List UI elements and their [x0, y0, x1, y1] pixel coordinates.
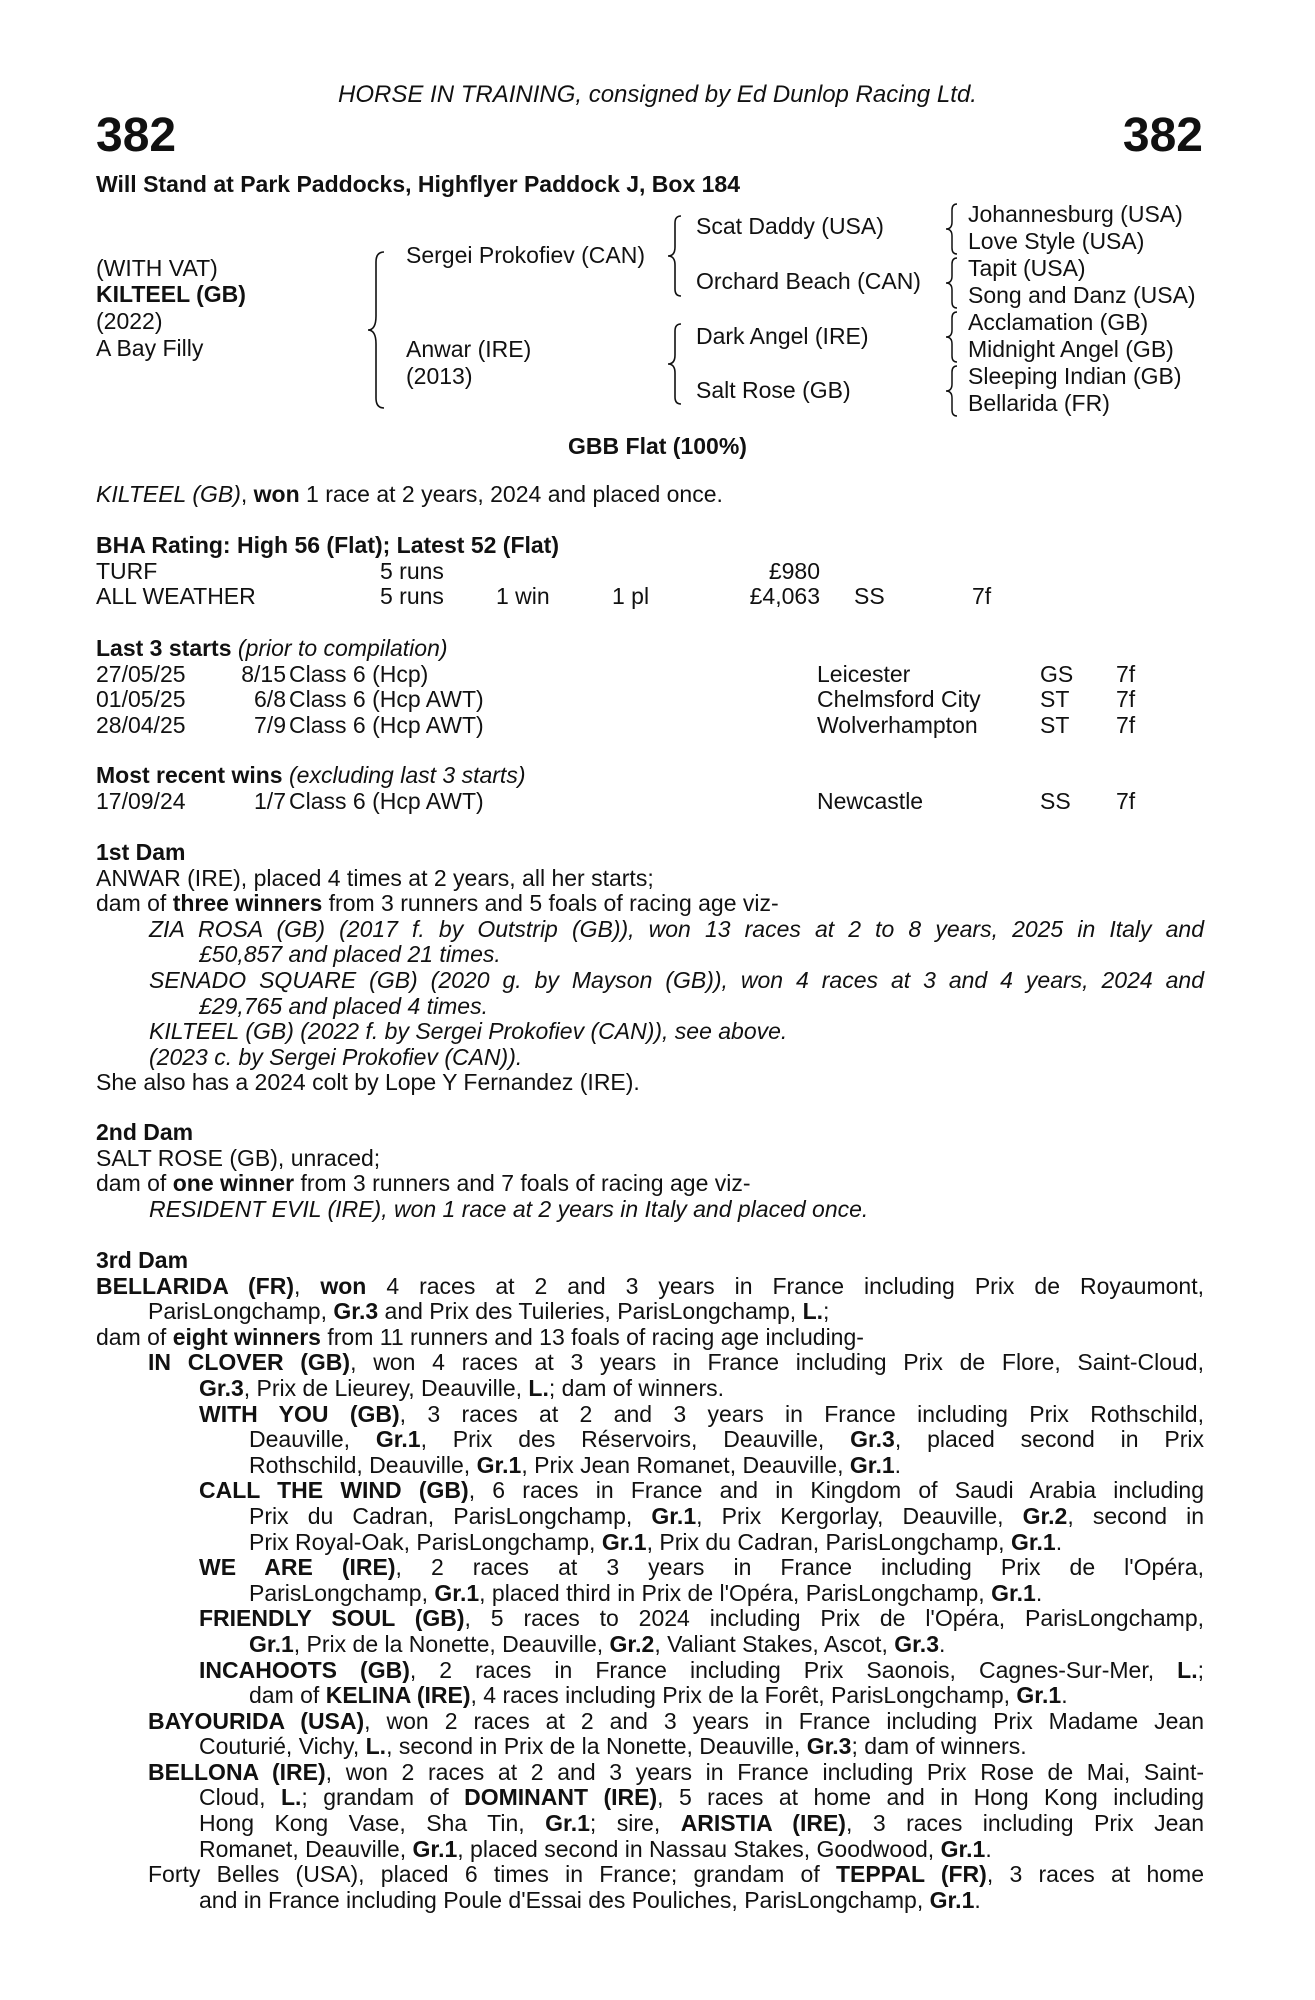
offspring-resident-evil: RESIDENT EVIL (IRE), won 1 race at 2 years in Italy and placed once.: [149, 1195, 869, 1222]
start-row: 27/05/25 8/15 Class 6 (Hcp) Leicester GS 7f: [96, 660, 1136, 687]
gbb-flat: GBB Flat (100%): [568, 433, 747, 459]
pedigree-brace-g3-4: [944, 364, 960, 418]
start-row: 01/05/25 6/8 Class 6 (Hcp AWT) Chelmsford City ST 7f: [96, 686, 1136, 713]
stand-location: Will Stand at Park Paddocks, Highflyer Paddock J, Box 184: [96, 171, 740, 197]
rating-heading: BHA Rating: High 56 (Flat); Latest 52 (Flat): [96, 532, 559, 558]
first-dam-heading: 1st Dam: [96, 839, 186, 865]
pedigree-sire-dam: Orchard Beach (CAN): [696, 268, 921, 294]
rating-row-turf: TURF 5 runs £980: [96, 557, 820, 584]
pedigree-brace-g3-1: [944, 202, 960, 256]
pedigree-g3-3: Tapit (USA): [968, 255, 1086, 281]
pedigree-brace-g3-3: [944, 310, 960, 364]
offspring-bellona: BELLONA (IRE), won 2 races at 2 and 3 years in France including Prix Rose de Mai, Saint-: [148, 1758, 1204, 1785]
pedigree-dam: Anwar (IRE): [406, 336, 532, 362]
pedigree-g3-2: Love Style (USA): [968, 228, 1145, 254]
pedigree-g3-8: Bellarida (FR): [968, 390, 1110, 416]
most-recent-wins: Most recent wins (excluding last 3 starts) 17/09/24 1/7 Class 6 (Hcp AWT) Newcastle SS 7f: [96, 763, 1204, 814]
second-dam-section: 2nd Dam SALT ROSE (GB), unraced; dam of one winner from 3 runners and 7 foals of racing age viz- RESIDENT EVIL (IRE), won 1 race at 2 years in Italy and placed once.: [96, 1120, 1204, 1222]
pedigree-dam-dam: Salt Rose (GB): [696, 377, 851, 403]
pedigree-dam-year: (2013): [406, 363, 473, 389]
offspring-incahoots: INCAHOOTS (GB), 2 races in France including Prix Saonois, Cagnes-Sur-Mer, L.;: [199, 1656, 1204, 1683]
vat-note: (WITH VAT): [96, 255, 218, 281]
pedigree-sire-sire: Scat Daddy (USA): [696, 213, 884, 239]
pedigree-brace-dam: [666, 322, 684, 406]
catalogue-header: HORSE IN TRAINING, consigned by Ed Dunlop Racing Ltd.: [338, 81, 977, 108]
pedigree-g3-5: Acclamation (GB): [968, 309, 1149, 335]
pedigree-g3-7: Sleeping Indian (GB): [968, 363, 1182, 389]
offspring-forty-belles: Forty Belles (USA), placed 6 times in France; grandam of TEPPAL (FR), 3 races at home: [148, 1861, 1204, 1888]
rating-section: [96, 533, 1204, 610]
offspring-senado-square: SENADO SQUARE (GB) (2020 g. by Mayson (GB)), won 4 races at 3 and 4 years, 2024 and: [149, 966, 1204, 993]
pedigree-g3-1: Johannesburg (USA): [968, 201, 1183, 227]
pedigree-brace-main: [366, 250, 388, 410]
pedigree-brace-sire: [666, 214, 684, 298]
start-row: 28/04/25 7/9 Class 6 (Hcp AWT) Wolverhampton ST 7f: [96, 711, 1136, 738]
third-dam-section: 3rd Dam BELLARIDA (FR), won 4 races at 2 and 3 years in France including Prix de Royaumont, ParisLongchamp, Gr.3 and Prix des Tuileries, ParisLongchamp, L.; dam of eight winners from 11 runners and 13 foals of racing age including- IN CLOVER (GB), won 4 races at 3 years in France including Prix de Flore, Saint-Cloud, Gr.3, Prix de Lieurey, Deauville, L.; dam of winners. WITH YOU (GB), 3 races at 2 and 3 years in France including Prix Rothschild, Deauville, Gr.1, Prix des Réservoirs, Deauville, Gr.3, placed second in Prix Rothschild, Deauville, Gr.1, Prix Jean Romanet, Deauville, Gr.1. CALL THE WIND (GB), 6 races in France and in Kingdom of Saudi Arabia including Prix du Cadran, ParisLongchamp, Gr.1, Prix Kergorlay, Deauville, Gr.2, second in Prix Royal-Oak, ParisLongchamp, Gr.1, Prix du Cadran, ParisLongchamp, Gr.1. WE ARE (IRE), 2 races at 3 years in France including Prix de l'Opéra, ParisLongchamp, Gr.1, placed third in Prix de l'Opéra, ParisLongchamp, Gr.1. FRIENDLY SOUL (GB), 5 races to 2024 including Prix de l'Opéra, ParisLongchamp, Gr.1, Prix de la Nonette, Deauville, Gr.2, Valiant Stakes, Ascot, Gr.3. INCAHOOTS (GB), 2 races in France including Prix Saonois, Cagnes-Sur-Mer, L.; dam of KELINA (IRE), 4 races including Prix de la Forêt, ParisLongchamp, Gr.1. BAYOURIDA (USA), won 2 races at 2 and 3 years in France including Prix Madame Jean Couturié, Vichy, L., second in Prix de la Nonette, Deauville, Gr.3; dam of winners. BELLONA (IRE), won 2 races at 2 and 3 years in France including Prix Rose de Mai, Saint- Cloud, L.; grandam of DOMINANT (IRE), 5 races at home and in Hong Kong including Hong Kong Vase, Sha Tin, Gr.1; sire, ARISTIA (IRE), 3 races including Prix Jean Romanet, Deauville, Gr.1, placed second in Nassau Stakes, Goodwood, Gr.1. Forty Belles (USA), placed 6 times in France; grandam of TEPPAL (FR), 3 races at home and in France including Poule d'Essai des Pouliches, ParisLongchamp, Gr.1.: [96, 1247, 1204, 1913]
race-summary: KILTEEL (GB), won 1 race at 2 years, 2024 and placed once.: [96, 481, 723, 507]
offspring-bayourida: BAYOURIDA (USA), won 2 races at 2 and 3 years in France including Prix Madame Jean: [148, 1707, 1204, 1734]
pedigree-brace-g3-2: [944, 256, 960, 310]
pedigree-g3-4: Song and Danz (USA): [968, 282, 1196, 308]
offspring-friendly-soul: FRIENDLY SOUL (GB), 5 races to 2024 including Prix de l'Opéra, ParisLongchamp,: [199, 1605, 1204, 1632]
first-dam-section: 1st Dam ANWAR (IRE), placed 4 times at 2 years, all her starts; dam of three winners from 3 runners and 5 foals of racing age viz- ZIA ROSA (GB) (2017 f. by Outstrip (GB)), won 13 races at 2 to 8 years, 2025 in Italy and £50,857 and placed 21 times. SENADO SQUARE (GB) (2020 g. by Mayson (GB)), won 4 races at 3 and 4 years, 2024 and £29,765 and placed 4 times. KILTEEL (GB) (2022 f. by Sergei Prokofiev (CAN)), see above. (2023 c. by Sergei Prokofiev (CAN)). She also has a 2024 colt by Lope Y Fernandez (IRE).: [96, 839, 1204, 1096]
horse-year: (2022): [96, 308, 163, 334]
pedigree-dam-sire: Dark Angel (IRE): [696, 323, 869, 349]
offspring-zia-rosa: ZIA ROSA (GB) (2017 f. by Outstrip (GB)), won 13 races at 2 to 8 years, 2025 in Italy and: [149, 915, 1204, 942]
summary-name: KILTEEL (GB): [96, 481, 241, 507]
lot-number-right: 382: [1122, 109, 1203, 162]
pedigree-sire: Sergei Prokofiev (CAN): [406, 242, 646, 268]
horse-name: KILTEEL (GB): [96, 281, 246, 307]
rating-row-all-weather: ALL WEATHER 5 runs 1 win 1 pl £4,063 SS 7f: [96, 583, 992, 610]
offspring-with-you: WITH YOU (GB), 3 races at 2 and 3 years in France including Prix Rothschild,: [199, 1400, 1204, 1427]
lot-number-left: 382: [96, 109, 177, 162]
offspring-kilteel: KILTEEL (GB) (2022 f. by Sergei Prokofiev (CAN)), see above.: [149, 1018, 788, 1045]
third-dam-heading: 3rd Dam: [96, 1247, 189, 1273]
horse-description: A Bay Filly: [96, 335, 204, 361]
offspring-we-are: WE ARE (IRE), 2 races at 3 years in France including Prix de l'Opéra,: [199, 1554, 1204, 1581]
offspring-in-clover: IN CLOVER (GB), won 4 races at 3 years in France including Prix de Flore, Saint-Cloud,: [148, 1349, 1204, 1376]
second-dam-heading: 2nd Dam: [96, 1119, 194, 1145]
pedigree-g3-6: Midnight Angel (GB): [968, 336, 1174, 362]
last-3-starts: Last 3 starts (prior to compilation) 27/05/25 8/15 Class 6 (Hcp) Leicester GS 7f 01/05/25 6/8 Class 6 (Hcp AWT) Chelmsford City ST 7f 28/04/25 7/9 Class 6 (Hcp AWT) Wolverhampton ST 7f: [96, 636, 1204, 738]
win-row: 17/09/24 1/7 Class 6 (Hcp AWT) Newcastle SS 7f: [96, 787, 1136, 814]
offspring-call-the-wind: CALL THE WIND (GB), 6 races in France and in Kingdom of Saudi Arabia including: [199, 1477, 1204, 1504]
